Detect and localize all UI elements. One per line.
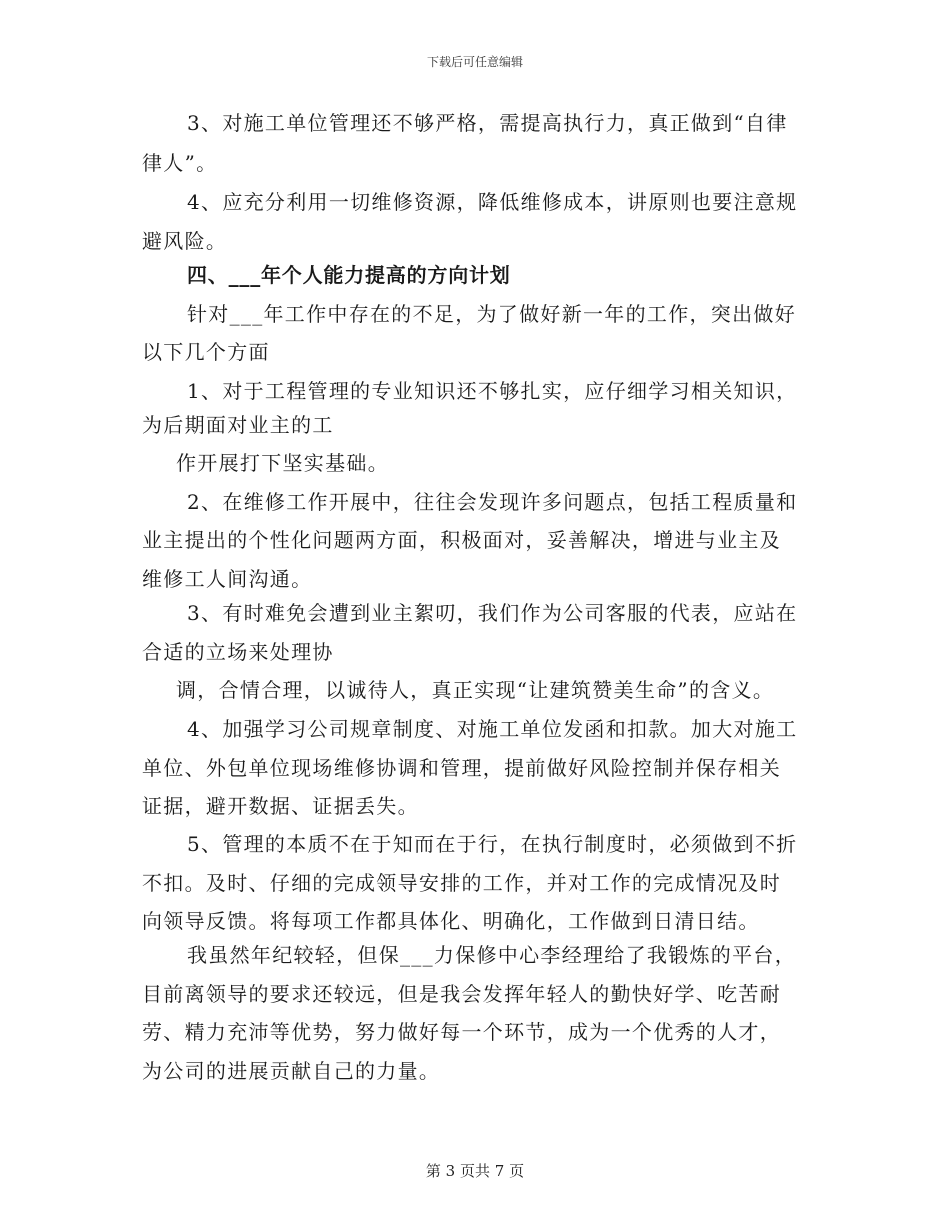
paragraph-line: 为公司的进展贡献自己的力量。 [142, 1059, 441, 1083]
paragraph-line: 以下几个方面 [142, 340, 270, 364]
page-header: 下载后可任意编辑 [426, 55, 523, 69]
paragraph-line: 目前离领导的要求还较远，但是我会发挥年轻人的勤快好学、吃苦耐 [142, 982, 781, 1006]
paragraph-line: 3、对施工单位管理还不够严格，需提高执行力，真正做到“自律 [187, 111, 788, 135]
paragraph-line: 我虽然年纪较轻，但保___力保修中心李经理给了我锻炼的平台， [187, 943, 796, 967]
paragraph-line: 劳、精力充沛等优势，努力做好每一个环节，成为一个优秀的人才， [142, 1020, 781, 1044]
paragraph-line: 作开展打下坚实基础。 [176, 451, 389, 475]
paragraph-line: 维修工人间沟通。 [142, 567, 313, 591]
paragraph-line: 证据，避开数据、证据丢失。 [142, 794, 419, 818]
paragraph-line: 5、管理的本质不在于知而在于行，在执行制度时，必须做到不折 [187, 832, 798, 856]
paragraph-line: 避风险。 [142, 229, 228, 253]
paragraph-line: 3、有时难免会遭到业主絮叨，我们作为公司客服的代表，应站在 [187, 601, 798, 625]
page-number-footer: 第 3 页共 7 页 [425, 1162, 525, 1180]
paragraph-line: 2、在维修工作开展中，往往会发现许多问题点，包括工程质量和 [187, 490, 798, 514]
paragraph-line: 不扣。及时、仔细的完成领导安排的工作，并对工作的完成情况及时 [142, 871, 781, 895]
paragraph-line: 调，合情合理，以诚待人，真正实现“让建筑赞美生命”的含义。 [176, 678, 775, 702]
paragraph-line: 4、应充分利用一切维修资源，降低维修成本，讲原则也要注意规 [187, 190, 798, 214]
paragraph-line: 针对___年工作中存在的不足，为了做好新一年的工作，突出做好 [187, 302, 796, 326]
paragraph-line: 合适的立场来处理协 [142, 640, 334, 664]
section-heading: 四、___年个人能力提高的方向计划 [187, 263, 511, 287]
paragraph-line: 为后期面对业主的工 [142, 413, 334, 437]
paragraph-line: 单位、外包单位现场维修协调和管理，提前做好风险控制并保存相关 [142, 756, 781, 780]
paragraph-line: 1、对于工程管理的专业知识还不够扎实，应仔细学习相关知识， [187, 379, 798, 403]
paragraph-line: 业主提出的个性化问题两方面，积极面对，妥善解决，增进与业主及 [142, 528, 781, 552]
paragraph-line: 4、加强学习公司规章制度、对施工单位发函和扣款。加大对施工 [187, 717, 798, 741]
paragraph-line: 律人”。 [142, 151, 218, 175]
paragraph-line: 向领导反馈。将每项工作都具体化、明确化，工作做到日清日结。 [142, 909, 760, 933]
